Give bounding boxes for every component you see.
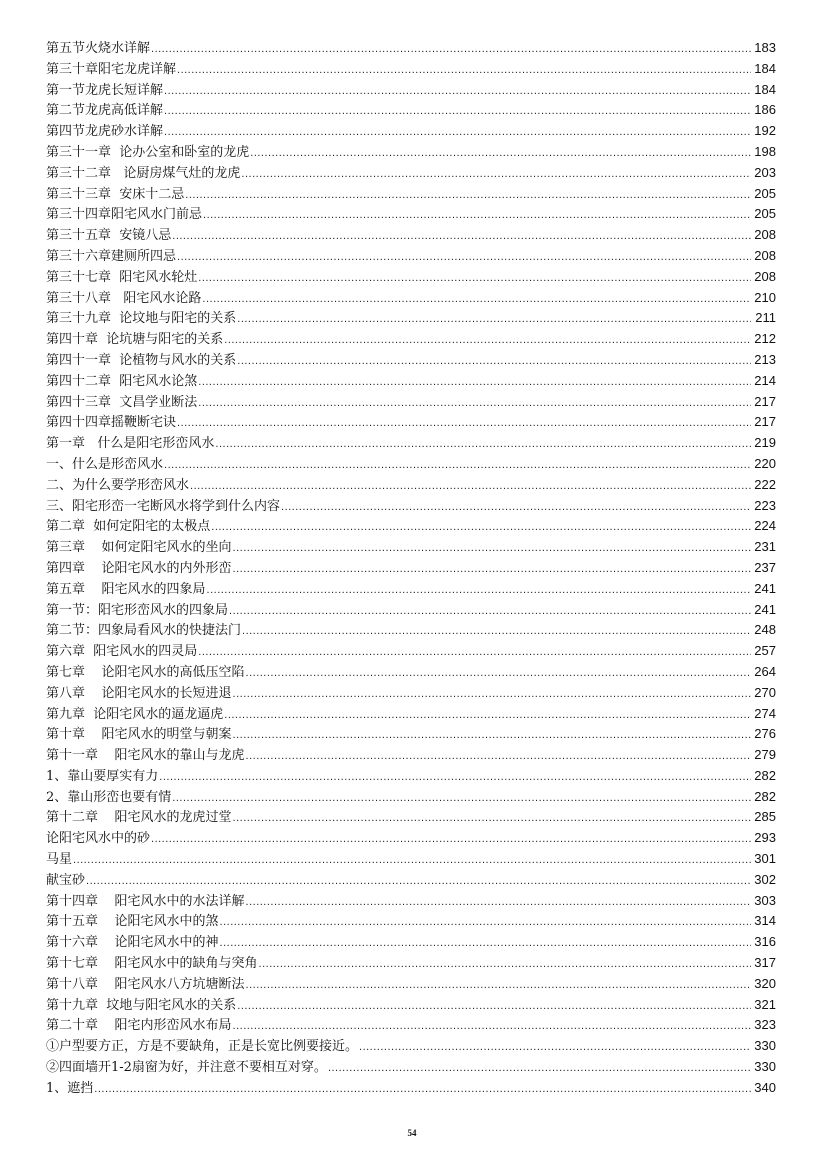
toc-entry-page: 184: [754, 60, 776, 76]
toc-entry-title: 第三十二章 论厨房煤气灶的龙虎: [46, 165, 241, 181]
toc-entry-page: 213: [754, 351, 776, 367]
toc-entry-title: 第十九章 坟地与阳宅风水的关系: [46, 997, 237, 1013]
toc-dot-leader: [172, 788, 751, 809]
toc-entry[interactable]: [46, 267, 776, 288]
toc-entry-page: 317: [754, 955, 776, 971]
toc-entry[interactable]: [46, 246, 776, 267]
toc-entry-page: 340: [754, 1079, 776, 1095]
toc-dot-leader: [233, 725, 751, 746]
toc-entry[interactable]: [46, 38, 776, 59]
toc-entry-title: 第三十六章建厕所四忌: [46, 248, 177, 264]
toc-entry-title: 第四十三章 文昌学业断法: [46, 394, 198, 410]
toc-entry[interactable]: [46, 288, 776, 309]
toc-entry-title: 第四节龙虎砂水详解: [46, 124, 164, 140]
toc-entry-page: 321: [754, 996, 776, 1012]
toc-dot-leader: [220, 933, 751, 954]
toc-entry-page: 208: [754, 268, 776, 284]
toc-entry[interactable]: [46, 412, 776, 433]
toc-entry-title: 第一节龙虎长短详解: [46, 82, 164, 98]
toc-entry[interactable]: [46, 1078, 776, 1099]
toc-entry-title: 第三十章阳宅龙虎详解: [46, 61, 177, 77]
toc-entry[interactable]: [46, 953, 776, 974]
toc-entry-page: 274: [754, 705, 776, 721]
toc-entry[interactable]: [46, 662, 776, 683]
toc-dot-leader: [207, 580, 751, 601]
toc-dot-leader: [233, 1016, 751, 1037]
toc-dot-leader: [233, 684, 751, 705]
toc-dot-leader: [73, 850, 751, 871]
toc-dot-leader: [250, 143, 751, 164]
toc-entry-title: 第八章 论阳宅风水的长短进退: [46, 685, 232, 701]
toc-entry-title: 第五节火烧水详解: [46, 41, 151, 56]
toc-dot-leader: [242, 621, 751, 642]
toc-dot-leader: [215, 434, 751, 455]
toc-dot-leader: [151, 829, 751, 850]
toc-entry-page: 205: [754, 206, 776, 222]
toc-entry[interactable]: [46, 59, 776, 80]
toc-dot-leader: [241, 164, 751, 185]
toc-entry[interactable]: [46, 849, 776, 870]
toc-entry-title: 论阳宅风水中的砂: [46, 831, 151, 847]
toc-entry-page: 257: [754, 643, 776, 659]
toc-dot-leader: [237, 351, 751, 372]
toc-entry-page: 237: [754, 559, 776, 575]
toc-dot-leader: [159, 767, 751, 788]
toc-entry-page: 223: [754, 497, 776, 513]
toc-dot-leader: [94, 1079, 751, 1100]
toc-entry[interactable]: [46, 911, 776, 932]
toc-entry[interactable]: [46, 1057, 776, 1078]
toc-entry-title: 第四十四章摇鞭断宅诀: [46, 415, 177, 431]
toc-dot-leader: [328, 1058, 751, 1079]
table-of-contents: [46, 38, 776, 1099]
toc-entry[interactable]: [46, 496, 776, 517]
toc-dot-leader: [233, 538, 751, 559]
toc-dot-leader: [164, 81, 751, 102]
toc-entry-page: 211: [755, 310, 776, 326]
toc-entry-page: 279: [754, 747, 776, 763]
toc-entry-page: 203: [754, 164, 776, 180]
toc-entry-title: 三、阳宅形峦一宅断风水将学到什么内容: [46, 498, 281, 514]
toc-entry[interactable]: [46, 683, 776, 704]
toc-entry-title: 第九章 论阳宅风水的逼龙逼虎: [46, 706, 224, 722]
toc-dot-leader: [164, 455, 751, 476]
toc-entry-title: 第六章 阳宅风水的四灵局: [46, 644, 198, 660]
toc-entry-page: 330: [754, 1059, 776, 1075]
toc-entry-title: 第十章 阳宅风水的明堂与朝案: [46, 727, 232, 743]
toc-entry-title: 第四十二章 阳宅风水论煞: [46, 373, 198, 389]
toc-entry[interactable]: [46, 329, 776, 350]
toc-entry-page: 241: [754, 601, 776, 617]
toc-entry[interactable]: [46, 870, 776, 891]
toc-dot-leader: [233, 808, 751, 829]
toc-dot-leader: [246, 975, 751, 996]
toc-entry[interactable]: [46, 121, 776, 142]
toc-entry[interactable]: [46, 932, 776, 953]
toc-entry-title: ①户型要方正，方是不要缺角，正是长宽比例要接近。: [46, 1039, 359, 1055]
toc-entry-page: 282: [754, 788, 776, 804]
toc-entry[interactable]: [46, 641, 776, 662]
toc-dot-leader: [198, 268, 751, 289]
toc-entry-title: 第四章 论阳宅风水的内外形峦: [46, 560, 232, 576]
toc-entry-page: 198: [754, 143, 776, 159]
toc-entry-page: 314: [754, 913, 776, 929]
toc-entry-page: 208: [754, 247, 776, 263]
toc-dot-leader: [246, 663, 751, 684]
toc-dot-leader: [151, 39, 751, 60]
toc-dot-leader: [224, 705, 751, 726]
toc-dot-leader: [177, 60, 751, 81]
toc-entry[interactable]: [46, 724, 776, 745]
toc-entry[interactable]: [46, 974, 776, 995]
toc-entry-page: 270: [754, 684, 776, 700]
page-number: 54: [407, 1128, 417, 1138]
toc-entry-title: 第二章 如何定阳宅的太极点: [46, 519, 211, 535]
toc-entry-page: 205: [754, 185, 776, 201]
toc-entry[interactable]: [46, 225, 776, 246]
toc-entry-page: 184: [754, 81, 776, 97]
toc-entry-page: 301: [754, 851, 776, 867]
toc-entry[interactable]: [46, 891, 776, 912]
toc-entry-title: 第三十八章 阳宅风水论路: [46, 290, 202, 306]
toc-dot-leader: [246, 746, 751, 767]
toc-dot-leader: [198, 372, 751, 393]
toc-entry-title: 第十一章 阳宅风水的靠山与龙虎: [46, 748, 245, 764]
toc-dot-leader: [224, 330, 751, 351]
toc-entry-title: 第三十三章 安床十二忌: [46, 186, 185, 202]
toc-entry-title: 第三章 如何定阳宅风水的坐向: [46, 540, 232, 556]
toc-entry-page: 183: [754, 40, 776, 55]
toc-entry-title: 第二节：四象局看风水的快捷法门: [46, 623, 242, 639]
toc-entry[interactable]: [46, 537, 776, 558]
toc-entry-title: 第十六章 论阳宅风水中的神: [46, 935, 219, 951]
toc-entry[interactable]: [46, 163, 776, 184]
toc-dot-leader: [190, 476, 751, 497]
toc-entry[interactable]: [46, 1036, 776, 1057]
toc-entry-page: 214: [754, 372, 776, 388]
toc-entry[interactable]: [46, 204, 776, 225]
toc-entry-page: 192: [754, 123, 776, 139]
toc-dot-leader: [164, 122, 751, 143]
toc-entry-title: 第一节：阳宅形峦风水的四象局: [46, 602, 229, 618]
toc-dot-leader: [198, 393, 751, 414]
toc-entry[interactable]: [46, 433, 776, 454]
toc-dot-leader: [177, 247, 751, 268]
toc-dot-leader: [203, 205, 751, 226]
toc-dot-leader: [185, 185, 751, 206]
toc-entry[interactable]: [46, 807, 776, 828]
toc-entry[interactable]: [46, 371, 776, 392]
toc-dot-leader: [359, 1037, 751, 1058]
toc-entry-page: 212: [754, 331, 776, 347]
toc-dot-leader: [220, 912, 751, 933]
toc-entry[interactable]: [46, 620, 776, 641]
toc-dot-leader: [259, 954, 751, 975]
toc-entry-page: 320: [754, 975, 776, 991]
toc-entry[interactable]: [46, 828, 776, 849]
toc-entry-title: 1、遮挡: [46, 1080, 94, 1096]
toc-entry-title: 一、什么是形峦风水: [46, 456, 164, 472]
toc-entry-page: 323: [754, 1017, 776, 1033]
toc-entry-title: 第十二章 阳宅风水的龙虎过堂: [46, 810, 232, 826]
toc-entry-title: 二、为什么要学形峦风水: [46, 477, 190, 493]
toc-entry[interactable]: [46, 995, 776, 1016]
toc-entry-title: 第七章 论阳宅风水的高低压空陷: [46, 664, 245, 680]
toc-entry-title: 第五章 阳宅风水的四象局: [46, 581, 206, 597]
toc-entry[interactable]: [46, 787, 776, 808]
toc-entry-page: 330: [754, 1038, 776, 1054]
toc-dot-leader: [281, 497, 751, 518]
toc-entry-page: 285: [754, 809, 776, 825]
toc-entry-title: 马星: [46, 852, 73, 868]
toc-entry[interactable]: [46, 745, 776, 766]
toc-entry-page: 231: [754, 539, 776, 555]
toc-entry[interactable]: [46, 308, 776, 329]
toc-dot-leader: [233, 559, 751, 580]
toc-dot-leader: [172, 226, 751, 247]
toc-entry-title: 第三十七章 阳宅风水轮灶: [46, 269, 198, 285]
toc-entry[interactable]: [46, 475, 776, 496]
toc-entry-page: 316: [754, 934, 776, 950]
toc-entry-page: 210: [754, 289, 776, 305]
toc-entry-title: 第四十章 论坑塘与阳宅的关系: [46, 332, 224, 348]
toc-entry[interactable]: [46, 142, 776, 163]
toc-entry-page: 293: [754, 830, 776, 846]
toc-entry-page: 264: [754, 663, 776, 679]
toc-entry-title: 第十四章 阳宅风水中的水法详解: [46, 893, 245, 909]
toc-entry-page: 276: [754, 726, 776, 742]
toc-entry-title: 第二节龙虎高低详解: [46, 103, 164, 119]
toc-entry-title: 2、靠山形峦也要有情: [46, 789, 172, 805]
toc-entry-page: 186: [754, 102, 776, 118]
toc-entry-page: 219: [754, 435, 776, 451]
toc-entry-page: 241: [754, 580, 776, 596]
toc-entry[interactable]: [46, 1015, 776, 1036]
toc-entry-page: 224: [754, 518, 776, 534]
toc-entry[interactable]: [46, 600, 776, 621]
toc-entry[interactable]: [46, 350, 776, 371]
toc-dot-leader: [237, 309, 751, 330]
toc-entry-page: 303: [754, 892, 776, 908]
toc-dot-leader: [202, 289, 751, 310]
toc-dot-leader: [86, 871, 751, 892]
toc-entry-page: 282: [754, 767, 776, 783]
toc-entry[interactable]: [46, 558, 776, 579]
toc-entry-page: 302: [754, 871, 776, 887]
toc-entry-page: 248: [754, 622, 776, 638]
toc-entry-title: 第三十一章 论办公室和卧室的龙虎: [46, 144, 250, 160]
toc-entry[interactable]: [46, 80, 776, 101]
toc-entry-title: 第二十章 阳宅内形峦风水布局: [46, 1018, 232, 1034]
toc-entry[interactable]: [46, 579, 776, 600]
toc-entry-page: 208: [754, 227, 776, 243]
toc-entry-title: 第十八章 阳宅风水八方坑塘断法: [46, 976, 245, 992]
toc-entry-page: 217: [754, 414, 776, 430]
toc-entry[interactable]: [46, 766, 776, 787]
toc-dot-leader: [246, 892, 751, 913]
toc-dot-leader: [211, 517, 751, 538]
toc-entry-page: 220: [754, 455, 776, 471]
toc-entry[interactable]: [46, 454, 776, 475]
toc-entry-title: 第一章 什么是阳宅形峦风水: [46, 436, 215, 452]
toc-entry-title: 第十五章 论阳宅风水中的煞: [46, 914, 219, 930]
toc-entry[interactable]: [46, 704, 776, 725]
toc-entry-title: 献宝砂: [46, 872, 86, 888]
toc-entry[interactable]: [46, 392, 776, 413]
toc-entry-title: 第三十五章 安镜八忌: [46, 228, 172, 244]
toc-dot-leader: [164, 101, 751, 122]
toc-entry-title: 1、靠山要厚实有力: [46, 768, 159, 784]
toc-entry-title: 第十七章 阳宅风水中的缺角与突角: [46, 956, 258, 972]
toc-entry[interactable]: [46, 100, 776, 121]
toc-dot-leader: [177, 413, 751, 434]
toc-entry-page: 222: [754, 476, 776, 492]
toc-dot-leader: [237, 996, 751, 1017]
toc-entry-title: 第三十四章阳宅风水门前忌: [46, 207, 203, 223]
toc-entry-title: 第四十一章 论植物与风水的关系: [46, 352, 237, 368]
toc-entry[interactable]: [46, 184, 776, 205]
toc-entry-title: ②四面墙开1-2扇窗为好，并注意不要相互对穿。: [46, 1060, 327, 1076]
toc-entry[interactable]: [46, 516, 776, 537]
toc-dot-leader: [198, 642, 751, 663]
toc-entry-page: 217: [754, 393, 776, 409]
toc-entry-title: 第三十九章 论坟地与阳宅的关系: [46, 311, 237, 327]
toc-dot-leader: [229, 601, 751, 622]
